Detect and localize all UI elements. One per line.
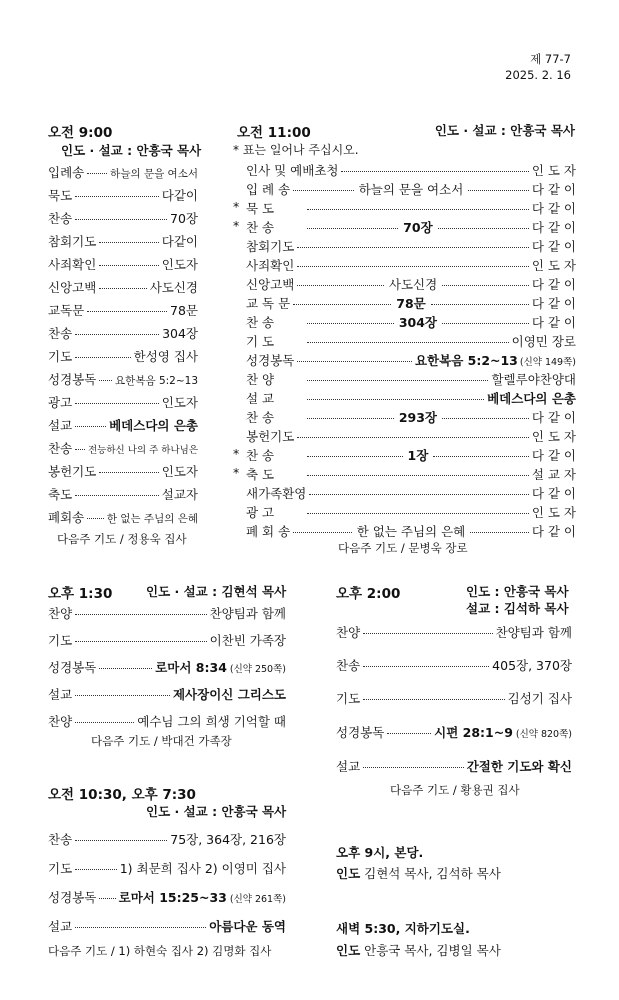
service-dawn-title: 새벽 5:30, 지하기도실. xyxy=(336,921,470,936)
order-row: 찬송 304장 xyxy=(48,326,198,341)
service-130pm-next-prayer: 다음주 기도 / 박대건 가족장 xyxy=(91,734,232,748)
service-9am-leader: 인도 · 설교 : 안흥국 목사 xyxy=(61,143,202,158)
order-row: 봉헌기도 인도자 xyxy=(48,464,198,479)
service-11am-next-prayer: 다음주 기도 / 문병욱 장로 xyxy=(338,541,468,555)
order-row: 찬송 전능하신 나의 주 하나님은 xyxy=(48,441,198,456)
order-row: 사죄확인 인 도 자 xyxy=(246,258,576,273)
service-2pm-title: 오후 2:00 xyxy=(336,586,401,602)
order-row: 묵도 다같이 xyxy=(48,188,198,203)
order-row: 찬 송 70장 다 같 이 xyxy=(246,220,577,235)
order-row: 폐회송 한 없는 주님의 은혜 xyxy=(48,510,198,525)
order-row: 새가족환영 다 같 이 xyxy=(246,486,576,501)
order-row: 신앙고백 사도신경 xyxy=(48,280,198,295)
order-row: 인사 및 예배초청 인 도 자 xyxy=(246,163,576,178)
service-130pm-leader: 인도 · 설교 : 김현석 목사 xyxy=(146,584,287,599)
order-row: 입례송 하늘의 문을 여소서 xyxy=(48,165,198,180)
order-row: 설교 베데스다의 은총 xyxy=(48,418,198,433)
order-row: 참회기도 다같이 xyxy=(48,234,198,249)
order-row: 찬송 405장, 370장 xyxy=(336,658,572,673)
order-row: 기도 이찬빈 가족장 xyxy=(48,633,286,648)
service-2pm-preacher: 설교 : 김석하 목사 xyxy=(466,601,569,616)
service-dawn-leader: 인도 안흥국 목사, 김병일 목사 xyxy=(336,943,501,958)
order-row: 찬양 찬양팀과 함께 xyxy=(48,606,286,621)
order-row: 광고 인도자 xyxy=(48,395,198,410)
order-row: 봉헌기도 인 도 자 xyxy=(246,429,576,444)
standing-marker: * xyxy=(233,199,240,214)
order-row: 찬송 70장 xyxy=(48,211,198,226)
order-row: 성경봉독 로마서 8:34 (신약 250쪽) xyxy=(48,660,286,675)
order-row: 성경봉독 로마서 15:25~33 (신약 261쪽) xyxy=(48,890,286,905)
order-row: 광 고 인 도 자 xyxy=(246,505,576,520)
order-row: 폐 회 송 한 없는 주님의 은혜 다 같 이 xyxy=(246,524,576,539)
order-row: 찬양 찬양팀과 함께 xyxy=(336,625,572,640)
order-row: 참회기도 다 같 이 xyxy=(246,239,576,254)
service-2pm-leader: 인도 : 안흥국 목사 xyxy=(466,584,569,599)
service-11am-title: 오전 11:00 xyxy=(237,125,311,141)
service-130pm-title: 오후 1:30 xyxy=(48,586,113,602)
standing-marker: * xyxy=(233,465,240,480)
order-row: 찬 송 293장 다 같 이 xyxy=(246,410,577,425)
order-row: 기도 1) 최문희 집사 2) 이영미 집사 xyxy=(48,861,286,876)
order-row: 찬 양 할렐루야찬양대 xyxy=(246,372,576,387)
header xyxy=(505,51,571,83)
order-row: 성경봉독 요한복음 5:2~13 xyxy=(48,372,198,387)
order-row: 사죄확인 인도자 xyxy=(48,257,198,272)
order-row: 기도 김성기 집사 xyxy=(336,691,572,706)
order-row: 찬 송 304장 다 같 이 xyxy=(246,315,577,330)
standing-notice: * 표는 일어나 주십시오. xyxy=(233,143,359,157)
standing-marker: * xyxy=(233,218,240,233)
order-row: 기 도 이영민 장로 xyxy=(246,334,576,349)
order-row: 교 독 문 78문 다 같 이 xyxy=(246,296,577,311)
order-row: 입 례 송 하늘의 문을 여소서 다 같 이 xyxy=(246,182,576,197)
order-row: 설교 제사장이신 그리스도 xyxy=(48,687,286,702)
order-row: 신앙고백 사도신경 다 같 이 xyxy=(246,277,576,292)
order-row: 축 도 설 교 자 xyxy=(246,467,576,482)
order-row: 기도 한성영 집사 xyxy=(48,349,198,364)
order-row: 성경봉독 시편 28:1~9 (신약 820쪽) xyxy=(336,725,572,740)
order-row: 찬양 예수님 그의 희생 기억할 때 xyxy=(48,714,286,729)
service-9am-next-prayer: 다음주 기도 / 정용욱 집사 xyxy=(57,532,187,546)
order-row: 설 교 베데스다의 은총 xyxy=(246,391,576,406)
order-row: 설교 간절한 기도와 확신 xyxy=(336,759,572,774)
order-row: 묵 도 다 같 이 xyxy=(246,201,576,216)
service-1030-title: 오전 10:30, 오후 7:30 xyxy=(48,787,196,803)
service-1030-next-prayer: 다음주 기도 / 1) 하현숙 집사 2) 김명화 집사 xyxy=(48,944,272,958)
order-row: 찬송 75장, 364장, 216장 xyxy=(48,832,286,847)
service-9pm-leader: 인도 김현석 목사, 김석하 목사 xyxy=(336,866,501,881)
standing-marker: * xyxy=(233,446,240,461)
service-9pm-title: 오후 9시, 본당. xyxy=(336,845,424,860)
bulletin-date: 2025. 2. 16 xyxy=(505,68,571,82)
service-9am-title: 오전 9:00 xyxy=(48,125,113,141)
order-row: 교독문 78문 xyxy=(48,303,198,318)
service-2pm-next-prayer: 다음주 기도 / 황용권 집사 xyxy=(390,783,520,797)
service-1030-leader: 인도 · 설교 : 안흥국 목사 xyxy=(146,804,287,819)
order-row: 축도 설교자 xyxy=(48,487,198,502)
order-row: 찬 송 1장 다 같 이 xyxy=(246,448,576,463)
order-row: 성경봉독 요한복음 5:2~13 (신약 149쪽) xyxy=(246,353,576,368)
issue-number: 제 77-7 xyxy=(530,52,571,66)
order-row: 설교 아름다운 동역 xyxy=(48,919,286,934)
service-11am-leader: 인도 · 설교 : 안흥국 목사 xyxy=(434,123,575,138)
